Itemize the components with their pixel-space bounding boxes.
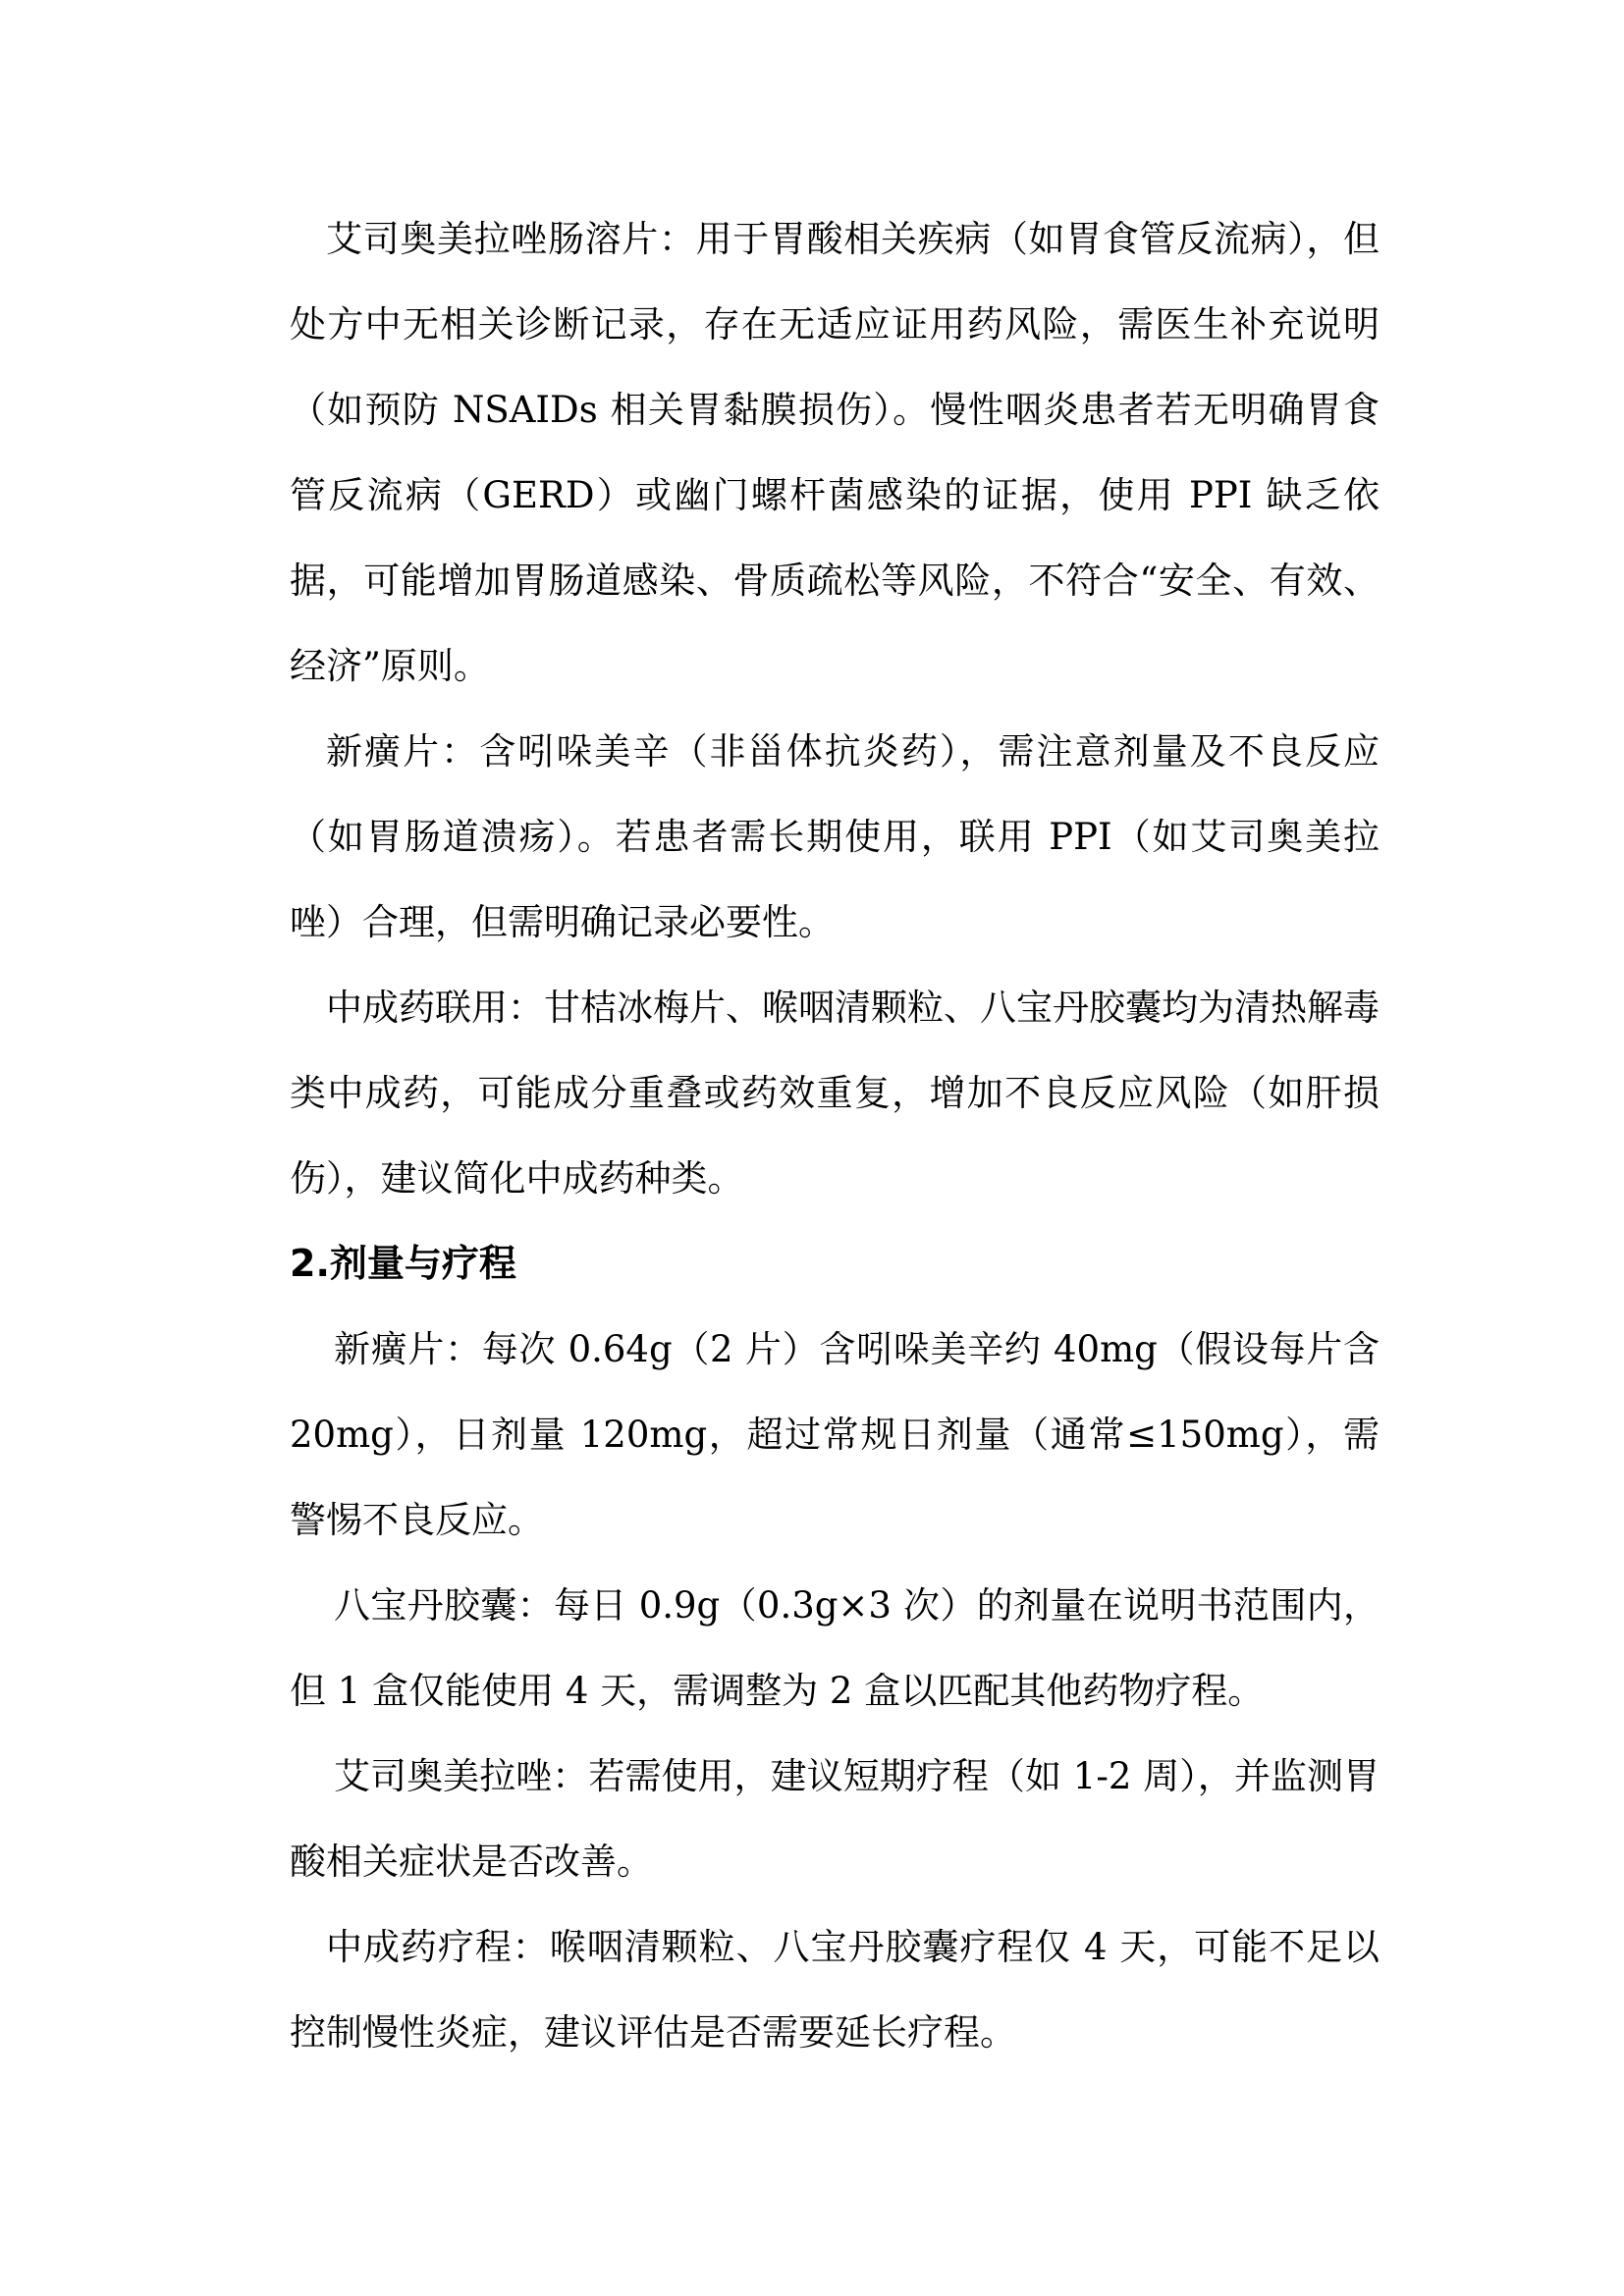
paragraph-tcm-combination: 中成药联用：甘桔冰梅片、喉咽清颗粒、八宝丹胶囊均为清热解毒类中成药，可能成分重叠或药效重复，增加不良反应风险（如肝损伤），建议简化中成药种类。: [290, 987, 1380, 1200]
paragraph-esomeprazole-indication: 艾司奥美拉唑肠溶片：用于胃酸相关疾病（如胃食管反流病），但处方中无相关诊断记录，存在无适应证用药风险，需医生补充说明（如预防 NSAIDs 相关胃黏膜损伤）。慢性咽炎患者若无明确胃食管反流病（GERD）或幽门螺杆菌感染的证据，使用 PPI 缺乏依据，可能增加胃肠道感染、骨质疏松等风险，不符合“安全、有效、经济”原则。: [290, 218, 1380, 687]
paragraph-esomeprazole-course: 艾司奥美拉唑：若需使用，建议短期疗程（如 1-2 周），并监测胃酸相关症状是否改善。: [290, 1755, 1380, 1883]
paragraph-xinhuang-tablet-dosage: 新癀片：每次 0.64g（2 片）含吲哚美辛约 40mg（假设每片含 20mg），日剂量 120mg，超过常规日剂量（通常≤150mg），需警惕不良反应。: [290, 1328, 1380, 1541]
document-page: [290, 196, 1380, 2075]
paragraph-xinhuang-tablet-indication: 新癀片：含吲哚美辛（非甾体抗炎药），需注意剂量及不良反应（如胃肠道溃疡）。若患者需长期使用，联用 PPI（如艾司奥美拉唑）合理，但需明确记录必要性。: [290, 730, 1380, 943]
section-heading-dosage-course: 2.剂量与疗程: [290, 1242, 516, 1285]
paragraph-babaodan-dosage: 八宝丹胶囊：每日 0.9g（0.3g×3 次）的剂量在说明书范围内，但 1 盒仅能使用 4 天，需调整为 2 盒以匹配其他药物疗程。: [290, 1584, 1380, 1712]
paragraph-tcm-course: 中成药疗程：喉咽清颗粒、八宝丹胶囊疗程仅 4 天，可能不足以控制慢性炎症，建议评估是否需要延长疗程。: [290, 1926, 1380, 2054]
